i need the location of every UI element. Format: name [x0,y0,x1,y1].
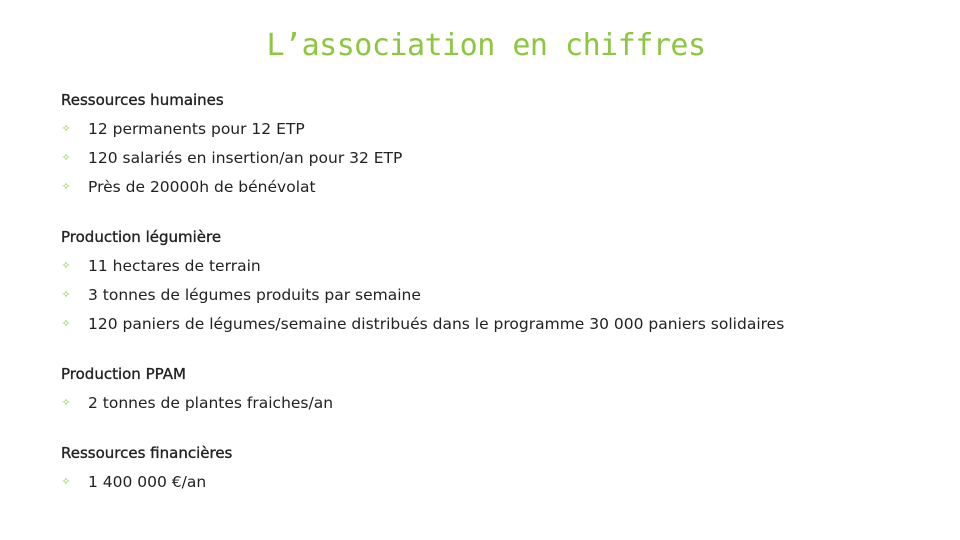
section-production-ppam [61,362,941,415]
list-item [61,283,941,307]
section-ressources-humaines [61,88,941,199]
diamond-star-bullet-icon: ✧ [61,151,71,164]
list-item-text: 120 paniers de légumes/semaine distribués dans le programme 30 000 paniers solidaires [88,315,785,333]
diamond-star-bullet-icon: ✧ [61,317,71,330]
diamond-star-bullet-icon: ✧ [61,259,71,272]
list-item [61,175,941,199]
list-item [61,117,941,141]
diamond-star-bullet-icon: ✧ [61,396,71,409]
list-item [61,312,941,336]
slide-content [61,88,941,494]
list-item-text: 3 tonnes de légumes produits par semaine [88,286,421,304]
section-heading: Production PPAM [61,365,186,383]
list-item-text: 1 400 000 €/an [88,473,207,491]
list-item [61,470,941,494]
list-item-text: 11 hectares de terrain [88,257,261,275]
section-heading: Ressources humaines [61,91,224,109]
section-ressources-financieres [61,441,941,494]
list-item-text: 2 tonnes de plantes fraiches/an [88,394,334,412]
bullet-list [61,254,941,336]
section-heading: Production légumière [61,228,222,246]
diamond-star-bullet-icon: ✧ [61,475,71,488]
section-heading: Ressources financières [61,444,233,462]
list-item [61,146,941,170]
list-item [61,254,941,278]
bullet-list [61,391,941,415]
list-item-text: 12 permanents pour 12 ETP [88,120,305,138]
bullet-list [61,470,941,494]
list-item-text: 120 salariés en insertion/an pour 32 ETP [88,149,403,167]
diamond-star-bullet-icon: ✧ [61,122,71,135]
bullet-list [61,117,941,199]
section-production-legumiere [61,225,941,336]
diamond-star-bullet-icon: ✧ [61,288,71,301]
slide-title: L’association en chiffres [266,28,706,63]
diamond-star-bullet-icon: ✧ [61,180,71,193]
list-item [61,391,941,415]
list-item-text: Près de 20000h de bénévolat [88,178,316,196]
